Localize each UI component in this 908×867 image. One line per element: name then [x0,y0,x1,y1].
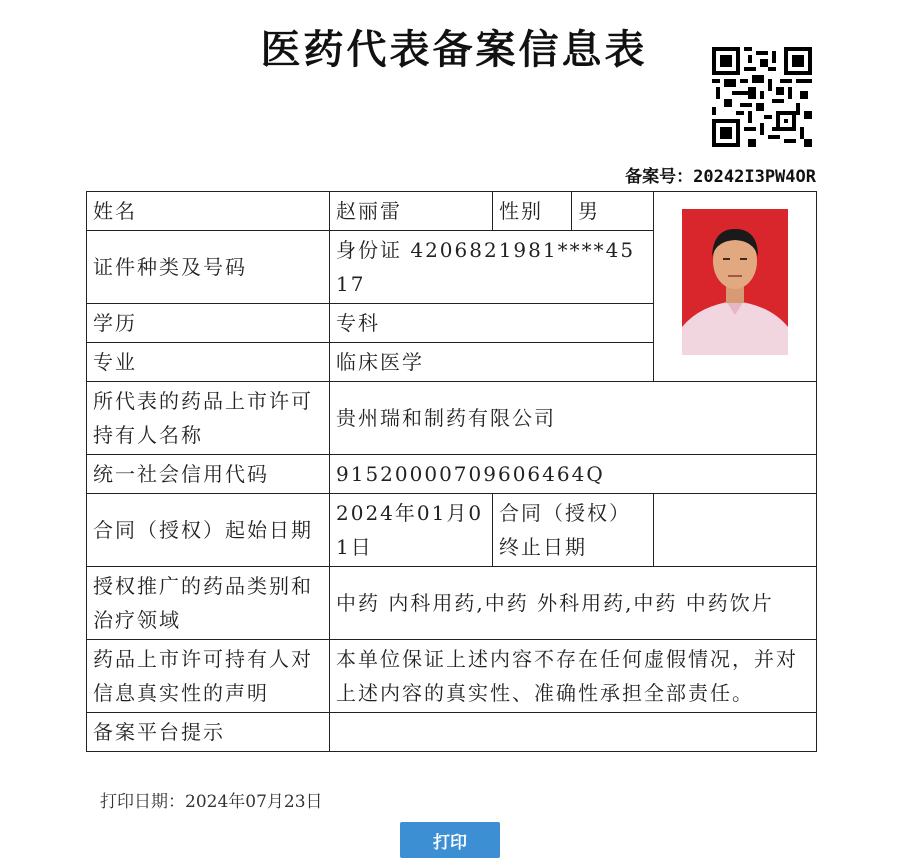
row-name [87,192,817,231]
credit-value: 91520000709606464Q [330,455,817,494]
row-platform [87,713,817,752]
row-holder [87,382,817,455]
gender-value: 男 [572,192,654,231]
major-value: 临床医学 [330,343,654,382]
start-label: 合同（授权）起始日期 [87,494,330,567]
end-value [654,494,817,567]
name-value: 赵丽雷 [330,192,493,231]
gender-label: 性别 [493,192,572,231]
row-declaration [87,640,817,713]
holder-label: 所代表的药品上市许可持有人名称 [87,382,330,455]
record-number [625,162,816,187]
qr-code-icon [712,47,812,147]
id-value: 身份证 4206821981****4517 [330,231,654,304]
print-date-label: 打印日期： [100,792,185,812]
print-date [100,787,323,812]
print-button[interactable]: 打印 [400,822,500,858]
row-category [87,567,817,640]
category-label: 授权推广的药品类别和治疗领域 [87,567,330,640]
record-label: 备案号： [625,167,694,187]
record-value: 20242I3PW4OR [693,167,816,187]
print-date-value: 2024年07月23日 [185,792,323,812]
start-value: 2024年01月01日 [330,494,493,567]
photo-cell [654,192,817,382]
platform-label: 备案平台提示 [87,713,330,752]
education-label: 学历 [87,304,330,343]
credit-label: 统一社会信用代码 [87,455,330,494]
name-label: 姓名 [87,192,330,231]
row-contract [87,494,817,567]
platform-value [330,713,817,752]
row-credit [87,455,817,494]
major-label: 专业 [87,343,330,382]
person-photo [682,209,788,355]
info-table [86,191,817,752]
id-label: 证件种类及号码 [87,231,330,304]
end-label: 合同（授权）终止日期 [493,494,654,567]
education-value: 专科 [330,304,654,343]
holder-value: 贵州瑞和制药有限公司 [330,382,817,455]
page-title: 医药代表备案信息表 [260,26,648,73]
declaration-label: 药品上市许可持有人对信息真实性的声明 [87,640,330,713]
declaration-value: 本单位保证上述内容不存在任何虚假情况，并对上述内容的真实性、准确性承担全部责任。 [330,640,817,713]
category-value: 中药 内科用药,中药 外科用药,中药 中药饮片 [330,567,817,640]
